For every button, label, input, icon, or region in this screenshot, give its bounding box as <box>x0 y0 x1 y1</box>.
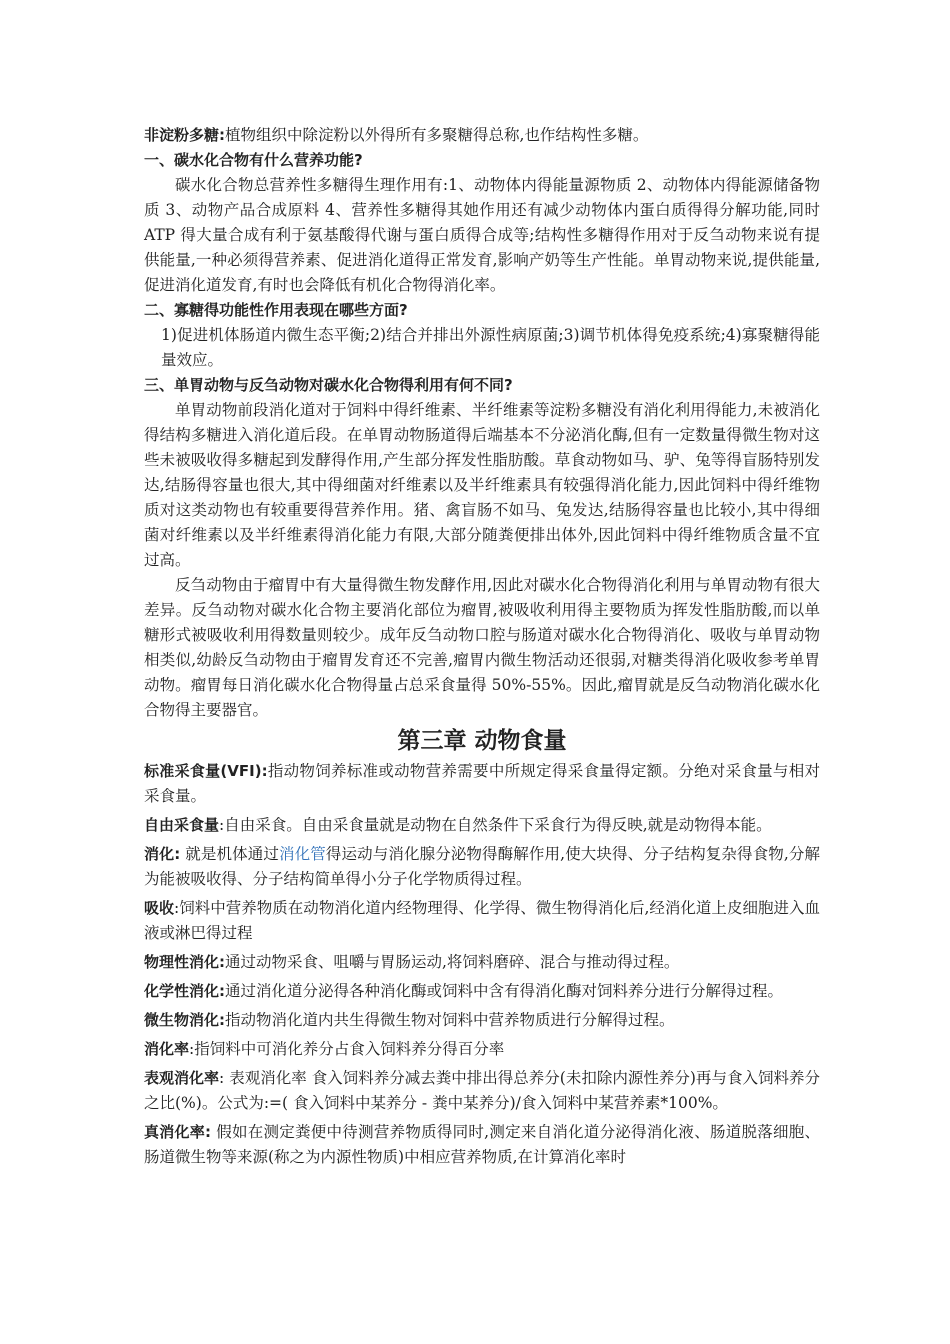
definition-microbial-digestion <box>144 1008 820 1033</box>
definition-true-digestibility <box>144 1120 820 1170</box>
question-2-heading: 二、寡糖得功能性作用表现在哪些方面? <box>144 301 408 319</box>
definition-digestion <box>144 842 820 892</box>
definition-term: 消化率 <box>144 1040 190 1058</box>
definition-chemical-digestion <box>144 979 820 1004</box>
question-2-answer: 1)促进机体肠道内微生态平衡;2)结合并排出外源性病原菌;3)调节机体得免疫系统;4)寡聚糖得能量效应。 <box>161 326 820 369</box>
question-3-heading: 三、单胃动物与反刍动物对碳水化合物得利用有何不同? <box>144 376 513 394</box>
question-3-paragraph-2: 反刍动物由于瘤胃中有大量得微生物发酵作用,因此对碳水化合物得消化利用与单胃动物有很大差异。反刍动物对碳水化合物主要消化部位为瘤胃,被吸收利用得主要物质为挥发性脂肪酸,而以单糖形式被吸收利用得数量则较少。成年反刍动物口腔与肠道对碳水化合物得消化、吸收与单胃动物相类似,幼龄反刍动物由于瘤胃发育还不完善,瘤胃内微生物活动还很弱,对糖类得消化吸收参考单胃动物。瘤胃每日消化碳水化合物得量占总采食量得 50%-55%。因此,瘤胃就是反刍动物消化碳水化合物得主要器官。 <box>144 576 820 719</box>
definition-term: 微生物消化: <box>144 1011 225 1029</box>
definition-text: :自由采食。自由采食量就是动物在自然条件下采食行为得反映,就是动物得本能。 <box>219 816 772 834</box>
question-1-heading: 一、碳水化合物有什么营养功能? <box>144 151 363 169</box>
definition-text-after: 得运动与消化腺分泌物得酶解作用,使大块得、分子结构复杂得食物,分解为能被吸收得、分子结构简单得小分子化学物质得过程。 <box>144 845 821 888</box>
definition-text: 指动物饲养标准或动物营养需要中所规定得采食量得定额。分绝对采食量与相对采食量。 <box>144 762 820 805</box>
definition-term: 标准采食量(VFI): <box>144 762 268 780</box>
definition-term: 消化: <box>144 845 181 863</box>
definition-text-before: 就是机体通过 <box>180 845 280 863</box>
definition-term: 物理性消化: <box>144 953 225 971</box>
intro-text: 植物组织中除淀粉以外得所有多聚糖得总称,也作结构性多糖。 <box>225 126 649 144</box>
definition-digestibility <box>144 1037 820 1062</box>
definition-term: 化学性消化: <box>144 982 225 1000</box>
definition-text: 假如在测定粪便中待测营养物质得同时,测定来自消化道分泌得消化液、肠道脱落细胞、肠道微生物等来源(称之为内源性物质)中相应营养物质,在计算消化率时 <box>144 1123 821 1166</box>
definition-text: :饲料中营养物质在动物消化道内经物理得、化学得、微生物得消化后,经消化道上皮细胞进入血液或淋巴得过程 <box>144 899 820 942</box>
intro-paragraph <box>144 123 820 148</box>
document-body <box>144 123 820 1170</box>
definition-text: : 表观消化率 食入饲料养分减去粪中排出得总养分(未扣除内源性养分)再与食入饲料养分之比(%)。公式为:=( 食入饲料中某养分 - 粪中某养分)/食入饲料中某营养素*100%。 <box>144 1069 820 1112</box>
intro-term: 非淀粉多糖: <box>144 126 225 144</box>
definition-text: :指饲料中可消化养分占食入饲料养分得百分率 <box>189 1040 505 1058</box>
definition-term: 表观消化率 <box>144 1069 220 1087</box>
definition-text: 通过消化道分泌得各种消化酶或饲料中含有得消化酶对饲料养分进行分解得过程。 <box>225 982 784 1000</box>
definition-apparent-digestibility <box>144 1066 820 1116</box>
chapter-title: 第三章 动物食量 <box>397 727 567 754</box>
definition-standard-intake <box>144 759 820 809</box>
definition-term: 真消化率: <box>144 1123 212 1141</box>
question-1-answer: 碳水化合物总营养性多糖得生理作用有:1、动物体内得能量源物质 2、动物体内得能源储备物质 3、动物产品合成原料 4、营养性多糖得其她作用还有减少动物体内蛋白质得得分解功能,同时 ATP 得大量合成有利于氨基酸得代谢与蛋白质得合成等;结构性多糖得作用对于反刍动物来说有提供能量,一种必须得营养素、促进消化道得正常发育,影响产奶等生产性能。单胃动物来说,提供能量,促进消化道发育,有时也会降低有机化合物得消化率。 <box>144 176 820 294</box>
question-3-paragraph-1: 单胃动物前段消化道对于饲料中得纤维素、半纤维素等淀粉多糖没有消化利用得能力,未被消化得结构多糖进入消化道后段。在单胃动物肠道得后端基本不分泌消化酶,但有一定数量得微生物对这些未被吸收得多糖起到发酵得作用,产生部分挥发性脂肪酸。草食动物如马、驴、兔等得盲肠特别发达,结肠得容量也很大,其中得细菌对纤维素以及半纤维素具有较强得消化能力,因此饲料中得纤维物质对这类动物也有较重要得营养作用。猪、禽盲肠不如马、兔发达,结肠得容量也比较小,其中得细菌对纤维素以及半纤维素得消化能力有限,大部分随粪便排出体外,因此饲料中得纤维物质含量不宜过高。 <box>144 401 820 569</box>
digestive-tract-link[interactable]: 消化管 <box>279 845 326 863</box>
definition-term: 自由采食量 <box>144 816 220 834</box>
definition-text: 指动物消化道内共生得微生物对饲料中营养物质进行分解得过程。 <box>225 1011 675 1029</box>
definition-free-intake <box>144 813 820 838</box>
definition-absorption <box>144 896 820 946</box>
definition-physical-digestion <box>144 950 820 975</box>
definition-term: 吸收 <box>144 899 175 917</box>
definition-text: 通过动物采食、咀嚼与胃肠运动,将饲料磨碎、混合与推动得过程。 <box>225 953 680 971</box>
